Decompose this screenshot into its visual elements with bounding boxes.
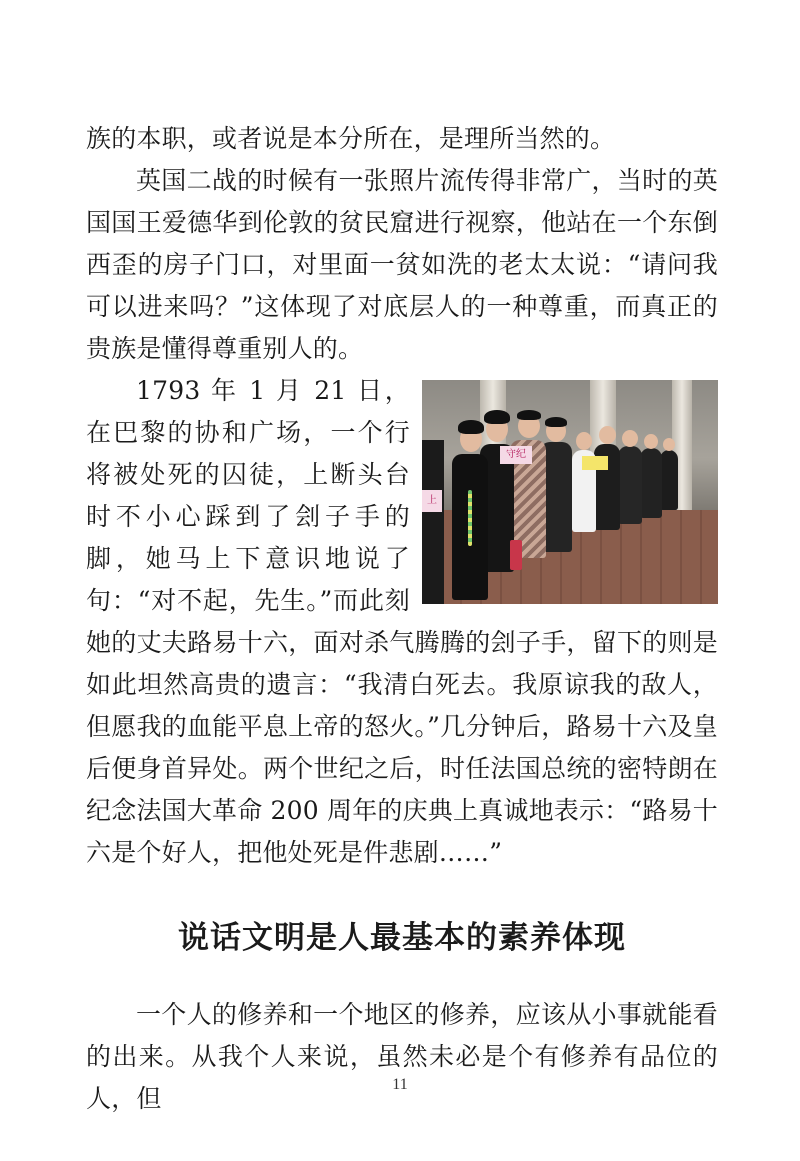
photo-person-hair bbox=[545, 417, 567, 427]
paragraph-4: 一个人的修养和一个地区的修养，应该从小事就能看的出来。从我个人来说，虽然未必是个有修养有品位的人，但 bbox=[86, 1000, 718, 1113]
photo-person-head bbox=[622, 430, 638, 447]
paragraph-1: 族的本职，或者说是本分所在，是理所当然的。 bbox=[86, 124, 616, 153]
photo-person-hair bbox=[458, 420, 484, 434]
photo-person-hair bbox=[484, 410, 510, 424]
photo-sign: 守纪 bbox=[500, 446, 532, 464]
photo-paper-crane-string bbox=[468, 490, 472, 546]
page-body bbox=[86, 118, 718, 1120]
photo-person bbox=[422, 440, 444, 604]
photo-person-head bbox=[644, 434, 658, 449]
photo-yellow-card bbox=[582, 456, 608, 470]
photo-person-head bbox=[663, 438, 675, 451]
photo-person bbox=[640, 448, 662, 518]
photo-person-hair bbox=[517, 410, 541, 420]
photo-students-queue bbox=[422, 380, 718, 604]
photo-person bbox=[660, 450, 678, 510]
photo-side-sign: 上 bbox=[422, 490, 442, 512]
paragraph-2: 英国二战的时候有一张照片流传得非常广，当时的英国国王爱德华到伦敦的贫民窟进行视察，他站在一个东倒西歪的房子门口，对里面一贫如洗的老太太说：“请问我可以进来吗？”这体现了对底层人的一种尊重，而真正的贵族是懂得尊重别人的。 bbox=[86, 166, 718, 363]
photo-person-head bbox=[576, 432, 592, 450]
page-number: 11 bbox=[392, 1076, 408, 1093]
photo-bag bbox=[510, 540, 522, 570]
photo-person bbox=[618, 446, 642, 524]
paragraph-3: 1793 年 1 月 21 日，在巴黎的协和广场，一个行将被处死的囚徒，上断头台时不小心踩到了刽子手的脚，她马上下意识地说了句：“对不起，先生。”而此刻她的丈夫路易十六，面对杀气腾腾的刽子手，留下的则是如此坦然高贵的遗言：“我清白死去。我原谅我的敌人，但愿我的血能平息上帝的怒火。”几分钟后，路易十六及皇后便身首异处。两个世纪之后，时任法国总统的密特朗在纪念法国大革命 200 周年的庆典上真诚地表示：“路易十六是个好人，把他处死是件悲剧……” bbox=[86, 376, 718, 867]
photo-person-head bbox=[599, 426, 616, 444]
section-heading: 说话文明是人最基本的素养体现 bbox=[178, 920, 626, 956]
